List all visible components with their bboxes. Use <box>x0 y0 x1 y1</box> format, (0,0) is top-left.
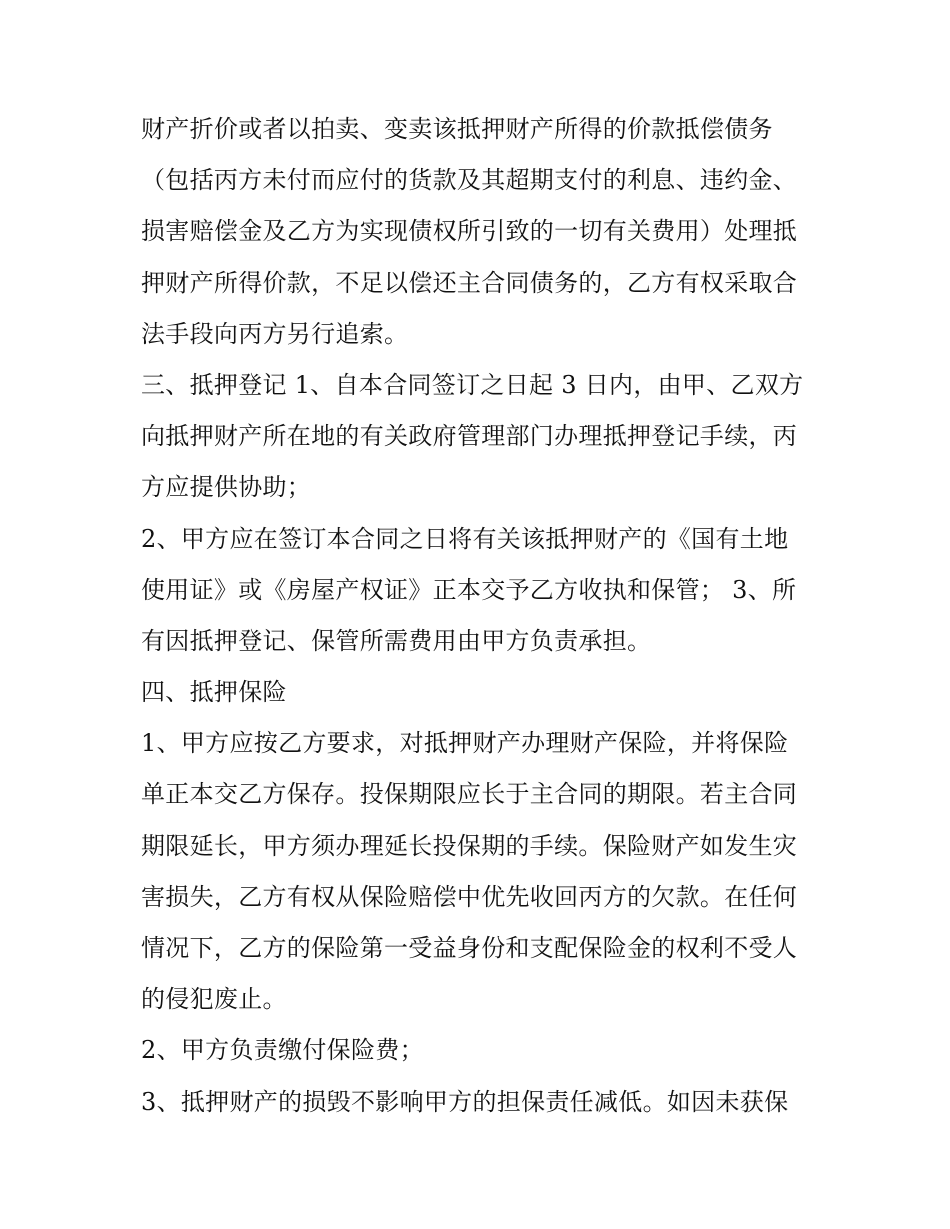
text-line: 害损失，乙方有权从保险赔偿中优先收回丙方的欠款。在任何 <box>141 882 798 911</box>
section-heading-line: 三、抵押登记 1、自本合同签订之日起 3 日内，由甲、乙双方 <box>141 370 804 399</box>
text-line: 财产折价或者以拍卖、变卖该抵押财产所得的价款抵偿债务 <box>141 115 773 143</box>
text-line: 使用证》或《房屋产权证》正本交予乙方收执和保管； 3、所 <box>141 575 797 604</box>
text-line: 方应提供协助； <box>141 473 312 502</box>
text-line: 押财产所得价款，不足以偿还主合同债务的，乙方有权采取合 <box>141 268 798 297</box>
text-line: 向抵押财产所在地的有关政府管理部门办理抵押登记手续，丙 <box>141 422 798 451</box>
text-line: 2、甲方负责缴付保险费； <box>141 1036 424 1065</box>
text-line: 单正本交乙方保存。投保期限应长于主合同的期限。若主合同 <box>141 780 798 809</box>
text-line: 的侵犯废止。 <box>141 985 287 1014</box>
text-line: 情况下，乙方的保险第一受益身份和支配保险金的权利不受人 <box>141 934 798 962</box>
document-body <box>141 104 821 1128</box>
text-line: 期限延长，甲方须办理延长投保期的手续。保险财产如发生灾 <box>141 831 798 860</box>
text-line: 法手段向丙方另行追索。 <box>141 319 409 348</box>
text-line: 有因抵押登记、保管所需费用由甲方负责承担。 <box>141 626 652 655</box>
text-line: 损害赔偿金及乙方为实现债权所引致的一切有关费用）处理抵 <box>141 217 798 246</box>
text-line: （包括丙方未付而应付的货款及其超期支付的利息、违约金、 <box>141 166 798 195</box>
section-heading: 四、抵押保险 <box>141 678 287 707</box>
text-line: 3、抵押财产的损毁不影响甲方的担保责任减低。如因未获保 <box>141 1087 789 1116</box>
text-line: 1、甲方应按乙方要求，对抵押财产办理财产保险，并将保险 <box>141 729 789 758</box>
text-line: 2、甲方应在签订本合同之日将有关该抵押财产的《国有土地 <box>141 524 789 553</box>
